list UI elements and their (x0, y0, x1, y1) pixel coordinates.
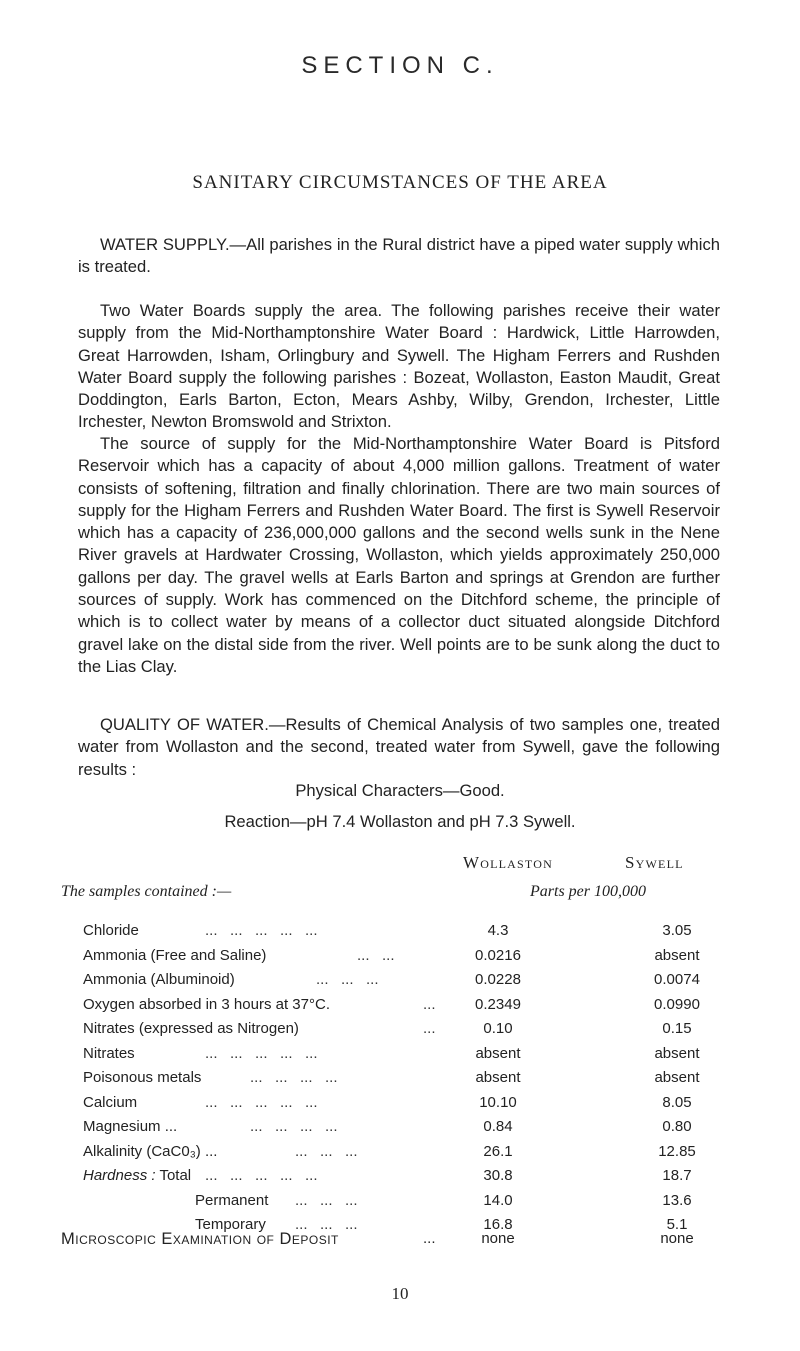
value-sywell: 12.85 (658, 1142, 696, 1160)
table-row (0, 1167, 800, 1192)
value-wollaston: 10.10 (479, 1093, 517, 1111)
leader-dots: ... ... ... (295, 1191, 358, 1209)
value-wollaston: absent (475, 1044, 521, 1062)
value-sywell: 0.0074 (654, 971, 700, 988)
value-wollaston: 0.10 (483, 1020, 513, 1037)
table-row (0, 1192, 800, 1217)
table-row (0, 1069, 800, 1094)
row-label: Ammonia (Free and Saline) (83, 946, 267, 964)
column-header-sywell: Sywell (625, 853, 684, 872)
value-sywell: absent (654, 946, 700, 964)
value-sywell: 13.6 (662, 1191, 692, 1209)
table-row (0, 971, 800, 996)
value-wollaston: absent (475, 1069, 521, 1086)
row-label (83, 1167, 191, 1184)
leader-dots: ... ... ... ... ... (205, 922, 318, 939)
value-wollaston: 0.0228 (475, 971, 521, 988)
row-label: Ammonia (Albuminoid) (83, 971, 235, 988)
leader-dots: ... ... ... ... ... (205, 1044, 318, 1062)
row-label: Nitrates (expressed as Nitrogen) (83, 1020, 299, 1037)
row-label: Nitrates (83, 1044, 135, 1062)
leader-dots: ... (423, 995, 436, 1013)
section-title: SECTION C. (301, 52, 499, 79)
value-wollaston: 0.84 (483, 1118, 513, 1135)
value-sywell: 18.7 (662, 1167, 692, 1184)
leader-dots: ... ... ... ... (250, 1069, 338, 1086)
leader-dots: ... ... ... ... ... (205, 1093, 318, 1111)
table-row (0, 1094, 800, 1119)
paragraph-quality-of-water: QUALITY OF WATER.—Results of Chemical Analysis of two samples one, treated water from Wollaston and the second, treated water from Sywell, gave the following results : (78, 715, 720, 779)
table-row (0, 1045, 800, 1070)
hardness-prefix: Hardness : (83, 1167, 156, 1184)
paragraph-source-of-supply: The source of supply for the Mid-Northamptonshire Water Board is Pitsford Reservoir which has a capacity of about 4,000 million gallons. Treatment of water consists of softening, filtration and finally chlorination. There are two main sources of supply for the Higham Ferrers and Rushden Water Board. The first is Sywell Reservoir which has a capacity of 236,000,000 gallons and the second wells sunk in the Nene River gravels at Hardwater Crossing, Wollaston, which yields approximately 250,000 gallons per day. The gravel wells at Earls Barton and springs at Grendon are further sources of supply. Work has commenced on the Ditchford scheme, the principle of which is to collect water by means of a collector duct situated alongside Ditchford gravel lake on the distal side from the river. Well points are to be sunk along the duct to the Lias Clay. (78, 434, 720, 676)
table-row (0, 922, 800, 947)
table-row (0, 1143, 800, 1168)
value-wollaston: 26.1 (483, 1142, 513, 1160)
value-sywell: 0.0990 (654, 995, 700, 1013)
leader-dots: ... ... (357, 946, 395, 964)
value-sywell: absent (654, 1069, 700, 1086)
value-wollaston: 0.2349 (475, 995, 521, 1013)
samples-label: The samples contained :— (61, 883, 232, 900)
row-label: Magnesium ... (83, 1118, 178, 1135)
row-label: Alkalinity (CaC0₃) ... (83, 1142, 218, 1160)
reaction-line: Reaction—pH 7.4 Wollaston and pH 7.3 Sywell. (224, 812, 576, 831)
microscopic-value-sywell: none (660, 1230, 694, 1247)
row-label: Poisonous metals (83, 1069, 202, 1086)
paragraph-water-supply: WATER SUPPLY.—All parishes in the Rural district have a piped water supply which is treated. (78, 235, 720, 277)
table-row (0, 1118, 800, 1143)
paragraph-water-boards: Two Water Boards supply the area. The following parishes receive their water supply from the Mid-Northamptonshire Water Board : Hardwick, Little Harrowden, Great Harrowden, Isham, Orlingbury and Sywell. The Higham Ferrers and Rushden Water Board supply the following parishes : Bozeat, Wollaston, Easton Maudit, Great Doddington, Earls Barton, Ecton, Mears Ashby, Wilby, Grendon, Irchester, Little Irchester, Newton Bromswold and Strixton. (78, 301, 720, 432)
row-label: Oxygen absorbed in 3 hours at 37°C. (83, 995, 330, 1013)
value-wollaston: 16.8 (483, 1216, 513, 1233)
value-wollaston: 30.8 (483, 1167, 513, 1184)
microscopic-value-wollaston: none (481, 1230, 515, 1247)
value-sywell: 8.05 (662, 1093, 692, 1111)
value-wollaston: 14.0 (483, 1191, 513, 1209)
leader-dots: ... ... ... (295, 1216, 358, 1233)
value-sywell: absent (654, 1044, 700, 1062)
analysis-table (0, 922, 800, 1241)
units-label: Parts per 100,000 (530, 883, 646, 900)
microscopic-label: Microscopic Examination of Deposit (61, 1230, 339, 1248)
leader-dots: ... ... ... (316, 971, 379, 988)
value-sywell: 0.15 (662, 1020, 692, 1037)
leader-dots: ... (423, 1230, 436, 1247)
value-sywell: 3.05 (662, 922, 692, 939)
column-header-wollaston: Wollaston (463, 853, 553, 872)
leader-dots: ... (423, 1020, 436, 1037)
row-label: Calcium (83, 1093, 138, 1111)
value-wollaston: 0.0216 (475, 946, 521, 964)
leader-dots: ... ... ... ... ... (205, 1167, 318, 1184)
physical-characters: Physical Characters—Good. (295, 781, 505, 800)
table-row (0, 996, 800, 1021)
value-sywell: 0.80 (662, 1118, 692, 1135)
page-heading: SANITARY CIRCUMSTANCES OF THE AREA (192, 172, 608, 193)
table-row (0, 947, 800, 972)
leader-dots: ... ... ... ... (250, 1118, 338, 1135)
value-wollaston: 4.3 (487, 922, 509, 939)
page-number: 10 (391, 1284, 409, 1303)
table-row (0, 1020, 800, 1045)
value-sywell: 5.1 (666, 1216, 688, 1233)
row-label: Permanent (195, 1191, 269, 1209)
row-label-text: Total (159, 1167, 192, 1184)
leader-dots: ... ... ... (295, 1142, 358, 1160)
row-label: Chloride (83, 922, 139, 939)
row-label: Temporary (195, 1216, 266, 1233)
